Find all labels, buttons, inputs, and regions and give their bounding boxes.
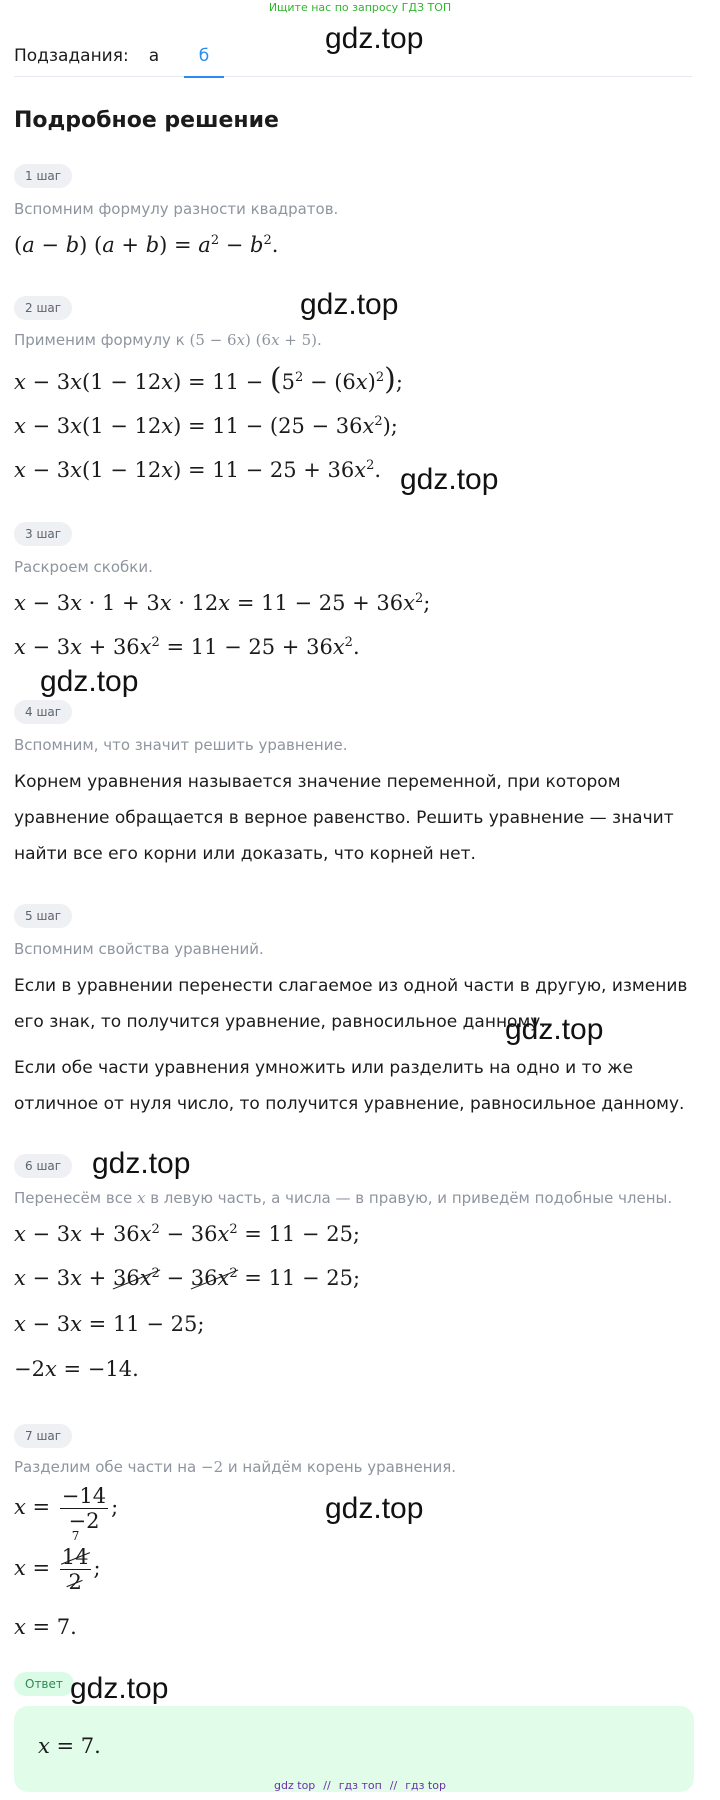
watermark: gdz.top: [92, 1147, 191, 1180]
step-badge: 5 шаг: [14, 904, 72, 928]
step-badge: 1 шаг: [14, 164, 72, 188]
step-badge: 4 шаг: [14, 700, 72, 724]
equation: x = $\frac{-14}{-2}$ ;: [14, 1484, 119, 1533]
watermark: gdz.top: [505, 1013, 604, 1046]
step-hint: Вспомним формулу разности квадратов.: [14, 200, 339, 218]
equation: $x - 3x + 36x^2 = 11 - 25 + 36x^2$.: [14, 635, 360, 659]
equation: $x - 3x \cdot 1 + 3x \cdot 12x = 11 - 25 + 36x^2$;: [14, 591, 431, 615]
step-hint-text: и найдём корень уравнения.: [227, 1458, 457, 1476]
equation: $x - 3x(1 - 12x) = 11 - (25 - 36x^2)$;: [14, 414, 398, 438]
equation: x − 3x = 11 − 25;: [14, 1312, 205, 1336]
equation: x = 7.: [14, 1615, 77, 1639]
answer-badge: Ответ: [14, 1672, 74, 1696]
equation: $x - 3x(1 - 12x) = 11 - (5^2 - (6x)^2)$;: [14, 362, 403, 397]
definition-text: Корнем уравнения называется значение переменной, при котором уравнение обращается в верное равенство. Решить уравнение — значит найти все его корни или доказать, что корней нет.: [14, 772, 674, 864]
step-hint-text: Перенесём все: [14, 1189, 133, 1207]
equation: $x - 3x + 36x^2 - 36x^2 = 11 - 25$;: [14, 1222, 361, 1246]
watermark: gdz.top: [400, 463, 499, 496]
equation: $x - 3x + 36x^2 - 36x^2 = 11 - 25$;: [14, 1266, 361, 1290]
formula: (a − b) $(a + b) = a^2 - b^2$.: [14, 233, 279, 257]
step-badge: 6 шаг: [14, 1154, 72, 1178]
step-badge: 7 шаг: [14, 1424, 72, 1448]
step-badge: 2 шаг: [14, 296, 72, 320]
step-hint-text: Применим формулу к: [14, 331, 185, 349]
step-badge: 3 шаг: [14, 522, 72, 546]
step-hint: Разделим обе части на −2 и найдём корень уравнения.: [14, 1458, 457, 1476]
step-hint: Раскроем скобки.: [14, 558, 153, 576]
step-hint: Вспомним, что значит решить уравнение.: [14, 736, 348, 754]
watermark: gdz.top: [70, 1672, 169, 1705]
property-text: Если в уравнении перенести слагаемое из одной части в другую, изменив его знак, то получится уравнение, равносильное данному.: [14, 976, 688, 1032]
page-title: Подробное решение: [14, 108, 279, 133]
equation: x = 7 14 2 ;: [14, 1529, 101, 1594]
step-hint: Применим формулу к (5 − 6x) (6x + 5).: [14, 331, 322, 349]
step-hint-text: Разделим обе части на: [14, 1458, 197, 1476]
answer-formula: x = 7.: [38, 1734, 101, 1758]
tab-b[interactable]: б: [184, 46, 224, 78]
step-hint-text: в левую часть, а числа — в правую, и приведём подобные члены.: [150, 1189, 673, 1207]
watermark: gdz.top: [40, 665, 139, 698]
footer-link[interactable]: гдз top: [405, 1779, 446, 1792]
footer: [0, 1779, 720, 1792]
watermark: gdz.top: [325, 22, 424, 55]
step-hint: Вспомним свойства уравнений.: [14, 940, 264, 958]
tab-a[interactable]: а: [148, 46, 160, 66]
top-banner[interactable]: Ищите нас по запросу ГДЗ ТОП: [268, 1, 452, 14]
footer-link[interactable]: gdz top: [274, 1779, 316, 1792]
property-text: Если обе части уравнения умножить или разделить на одно и то же отличное от нуля число, то получится уравнение, равносильное данному.: [14, 1058, 685, 1114]
footer-link[interactable]: гдз топ: [338, 1779, 382, 1792]
subtasks-label: Подзадания:: [14, 46, 129, 66]
watermark: gdz.top: [325, 1492, 424, 1525]
watermark: gdz.top: [300, 288, 399, 321]
step-hint: Перенесём все x в левую часть, а числа — в правую, и приведём подобные члены.: [14, 1189, 673, 1207]
equation: −2x = −14.: [14, 1357, 139, 1381]
footer-separator: //: [389, 1779, 398, 1792]
equation: $x - 3x(1 - 12x) = 11 - 25 + 36x^2$.: [14, 458, 382, 482]
footer-separator: //: [323, 1779, 331, 1792]
